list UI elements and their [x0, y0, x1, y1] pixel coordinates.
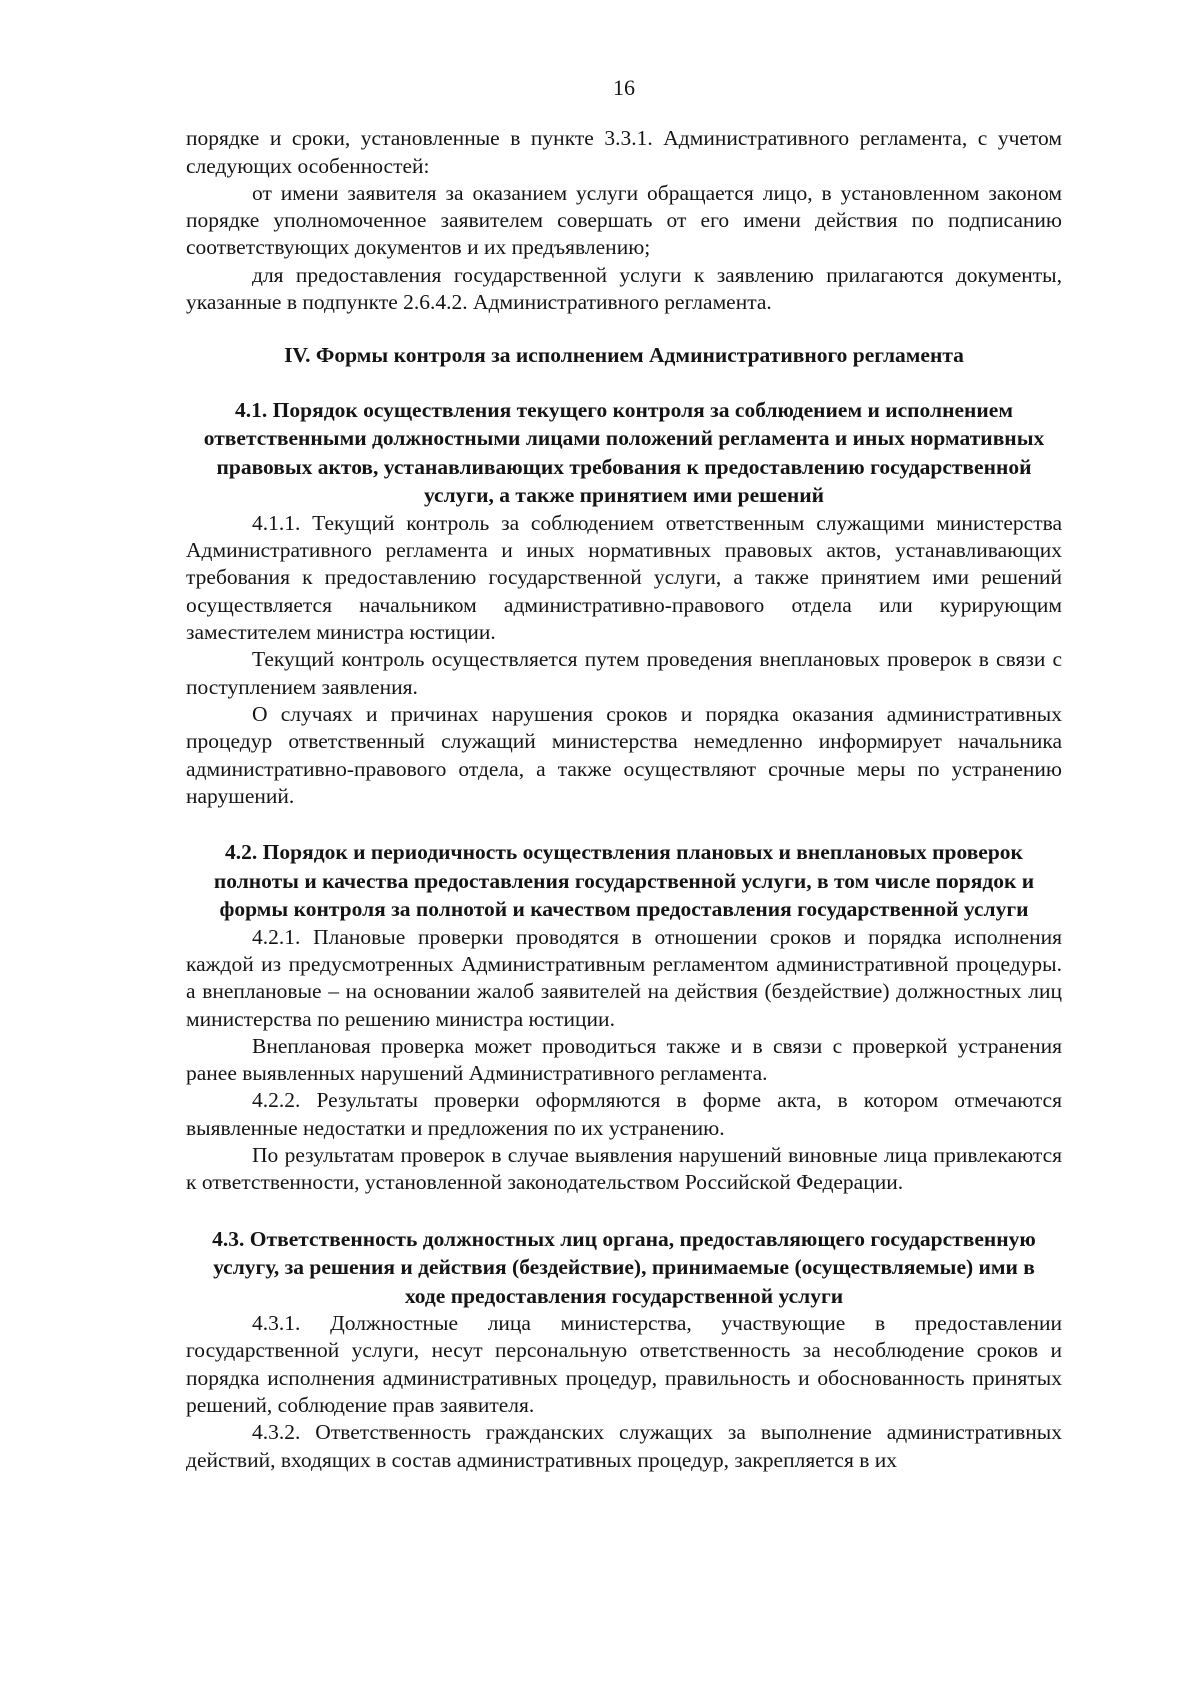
document-page — [186, 74, 1062, 1474]
section-4-1-paragraph-3: О случаях и причинах нарушения сроков и порядка оказания административных процедур ответственный служащий министерства немедленно информирует начальника административно-правового отдела, а также осуществляют срочные меры по устранению нарушений. — [186, 701, 1062, 808]
section-4-2-paragraph-2: Внеплановая проверка может проводиться также и в связи с проверкой устранения ранее выявленных нарушений Административного регламента. — [186, 1033, 1062, 1086]
intro-paragraph-1: порядке и сроки, установленные в пункте 3.3.1. Административного регламента, с учетом следующих особенностей: — [186, 126, 1062, 178]
section-4-2-paragraph-4: По результатам проверок в случае выявления нарушений виновные лица привлекаются к ответственности, установленной законодательством Российской Федерации. — [186, 1143, 1062, 1195]
section-4-3-paragraph-1: 4.3.1. Должностные лица министерства, участвующие в предоставлении государственной услуги, несут персональную ответственность за несоблюдение сроков и порядка исполнения административных процедур, правильность и обоснованность принятых решений, соблюдение прав заявителя. — [186, 1311, 1062, 1417]
section-4-1-paragraph-1: 4.1.1. Текущий контроль за соблюдением ответственным служащими министерства Административного регламента и иных нормативных правовых актов, устанавливающих требования к предоставлению государственной услуги, а также принятием ими решений осуществляется начальником административно-правового отдела или курирующим заместителем министра юстиции. — [186, 510, 1062, 645]
intro-paragraph-3: для предоставления государственной услуги к заявлению прилагаются документы, указанные в подпункте 2.6.4.2. Административного регламента. — [186, 262, 1062, 315]
section-4-3-heading: 4.3. Ответственность должностных лиц органа, предоставляющего государственную услугу, за решения и действия (бездействие), принимаемые (осуществляемые) ими в ходе предоставления государственной услуги — [212, 1226, 1036, 1308]
intro-paragraph-2: от имени заявителя за оказанием услуги обращается лицо, в установленном законом порядке уполномоченное заявителем совершать от его имени действия по подписанию соответствующих документов и их предъявлению; — [186, 180, 1062, 260]
section-4-2-paragraph-3: 4.2.2. Результаты проверки оформляются в форме акта, в котором отмечаются выявленные недостатки и предложения по их устранению. — [186, 1088, 1062, 1140]
section-4-1-heading: 4.1. Порядок осуществления текущего контроля за соблюдением и исполнением ответственными должностными лицами положений регламента и иных нормативных правовых актов, устанавливающих требования к предоставлению государственной услуги, а также принятием ими решений — [203, 397, 1045, 508]
section-iv-heading: IV. Формы контроля за исполнением Административного регламента — [284, 343, 964, 368]
section-4-2-heading: 4.2. Порядок и периодичность осуществления плановых и внеплановых проверок полноты и качества предоставления государственной услуги, в том числе порядок и формы контроля за полнотой и качеством предоставления государственной услуги — [213, 840, 1035, 922]
section-4-1-paragraph-2: Текущий контроль осуществляется путем проведения внеплановых проверок в связи с поступлением заявления. — [186, 647, 1062, 699]
section-4-2-paragraph-1: 4.2.1. Плановые проверки проводятся в отношении сроков и порядка исполнения каждой из предусмотренных Административным регламентом административной процедуры. а внеплановые – на основании жалоб заявителей на действия (бездействие) должностных лиц министерства по решению министра юстиции. — [186, 924, 1062, 1031]
section-4-3-paragraph-2: 4.3.2. Ответственность гражданских служащих за выполнение административных действий, входящих в состав административных процедур, закрепляется в их — [186, 1420, 1062, 1472]
page-number: 16 — [613, 75, 635, 100]
